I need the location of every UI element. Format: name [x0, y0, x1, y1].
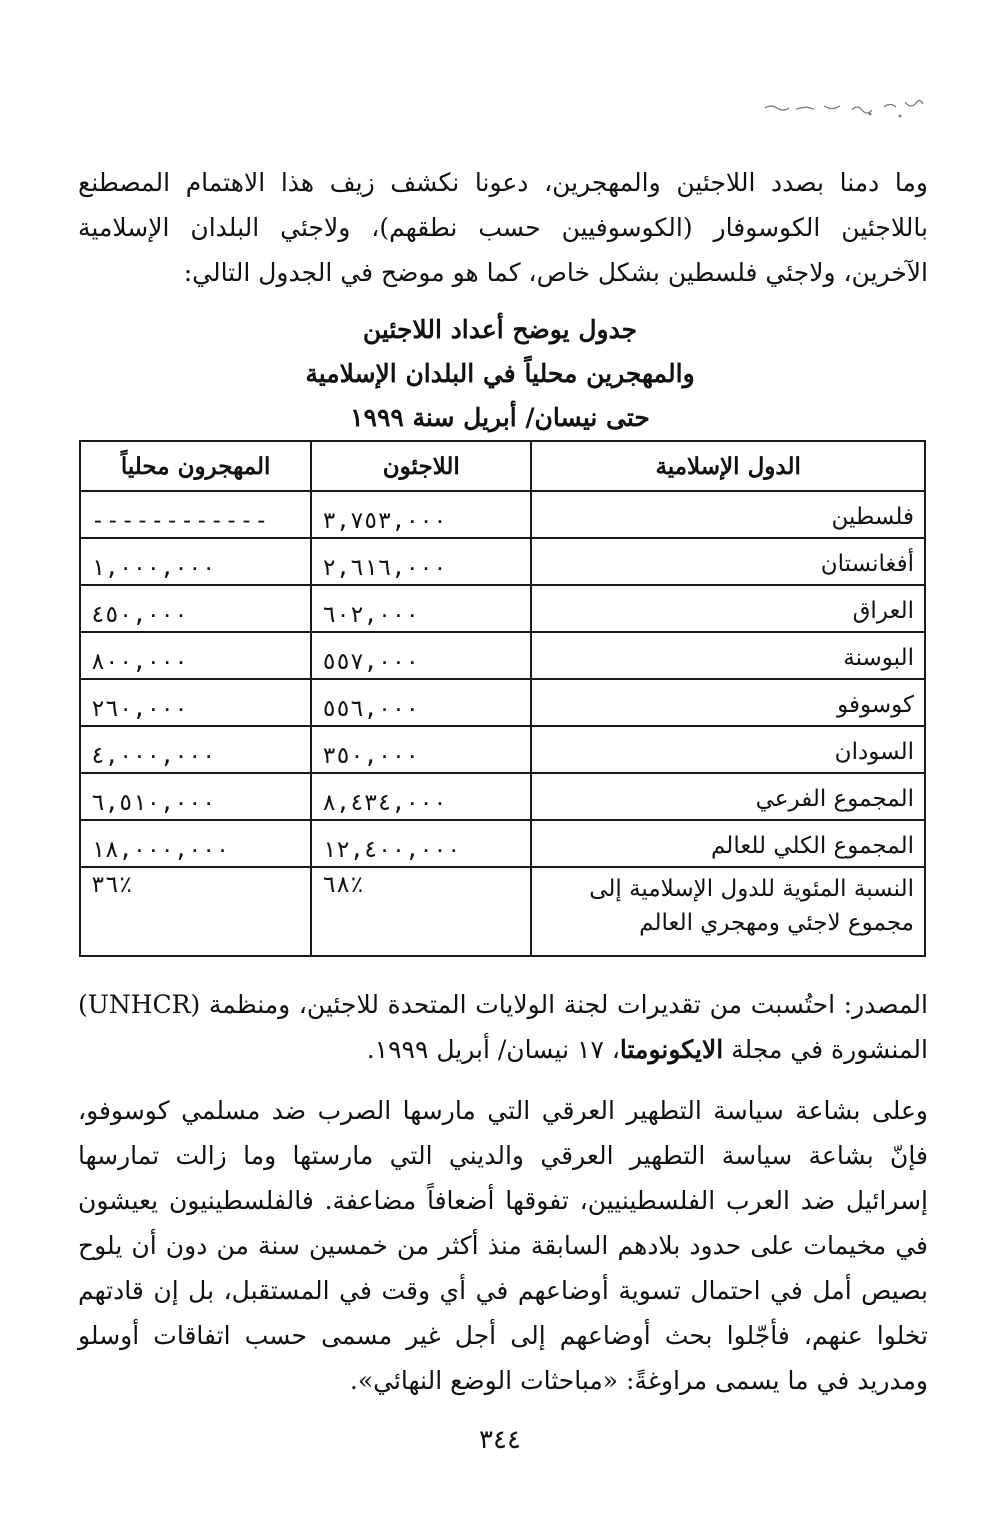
table-row [80, 491, 925, 538]
table-title-line-2: والمهجرين محلياً في البلدان الإسلامية [305, 359, 695, 388]
refugees-cell: ٦٠٢,٠٠٠ [311, 585, 531, 632]
header-refugees: اللاجئون [311, 441, 531, 491]
refugees-cell: ٣٥٠,٠٠٠ [311, 726, 531, 773]
country-cell: العراق [531, 585, 925, 632]
table-header-row [80, 441, 925, 491]
displaced-cell: ٢٦٠,٠٠٠ [80, 679, 311, 726]
refugees-cell: ١٢,٤٠٠,٠٠٠ [311, 820, 531, 867]
country-cell: المجموع الكلي للعالم [531, 820, 925, 867]
table-row-world-total [80, 820, 925, 867]
refugees-percentage-cell: ٦٨٪ [311, 867, 531, 956]
displaced-cell: ٨٠٠,٠٠٠ [80, 632, 311, 679]
refugees-table [79, 440, 926, 957]
refugees-cell: ٥٥٦,٠٠٠ [311, 679, 531, 726]
country-cell: كوسوفو [531, 679, 925, 726]
refugees-cell: ٥٥٧,٠٠٠ [311, 632, 531, 679]
source-date: ، ١٧ نيسان/ أبريل ١٩٩٩. [366, 1035, 620, 1064]
table-title [200, 308, 800, 440]
table-row-subtotal [80, 773, 925, 820]
table-row [80, 585, 925, 632]
displaced-percentage-cell: ٣٦٪ [80, 867, 311, 956]
header-country: الدول الإسلامية [531, 441, 925, 491]
country-cell: البوسنة [531, 632, 925, 679]
refugees-cell: ٨,٤٣٤,٠٠٠ [311, 773, 531, 820]
page-number: ٣٤٤ [479, 1425, 521, 1455]
table-row [80, 632, 925, 679]
body-paragraph: وعلى بشاعة سياسة التطهير العرقي التي مارسها الصرب ضد مسلمي كوسوفو، فإنّ بشاعة سياسة التطهير العرقي والديني التي مارستها وما زالت تمارسها إسرائيل ضد العرب الفلسطينيين، تفوقها أضعافاً مضاعفة. فالفلسطينيون يعيشون في مخيمات على حدود بلادهم السابقة منذ أكثر من خمسين سنة من دون أن يلوح بصيص أمل في احتمال تسوية أوضاعهم في أي وقت في المستقبل، بل إن قادتهم تخلوا عنهم، فأجّلوا بحث أوضاعهم إلى أجل غير مسمى حسب اتفاقات أوسلو ومدريد في ما يسمى مراوغةً: «مباحثات الوضع النهائي». [78, 1096, 928, 1395]
displaced-cell: ------------ [80, 491, 311, 538]
table-row [80, 679, 925, 726]
table-title-line-3: حتى نيسان/ أبريل سنة ١٩٩٩ [350, 403, 650, 432]
country-cell: أفغانستان [531, 538, 925, 585]
table-row [80, 726, 925, 773]
table-row [80, 538, 925, 585]
country-cell: السودان [531, 726, 925, 773]
refugees-cell: ٢,٦١٦,٠٠٠ [311, 538, 531, 585]
header-displaced: المهجرون محلياً [80, 441, 311, 491]
refugees-cell: ٣,٧٥٣,٠٠٠ [311, 491, 531, 538]
displaced-cell: ١٨,٠٠٠,٠٠٠ [80, 820, 311, 867]
country-cell: المجموع الفرعي [531, 773, 925, 820]
source-note [78, 982, 928, 1072]
intro-paragraph: وما دمنا بصدد اللاجئين والمهجرين، دعونا نكشف زيف هذا الاهتمام المصطنع باللاجئين الكوسوفار (الكوسوفيين حسب نطقهم)، ولاجئي البلدان الإسلامية الآخرين، ولاجئي فلسطين بشكل خاص، كما هو موضح في الجدول التالي: [78, 168, 928, 287]
displaced-cell: ٦,٥١٠,٠٠٠ [80, 773, 311, 820]
handwritten-mark-icon [760, 92, 930, 120]
table-title-line-1: جدول يوضح أعداد اللاجئين [362, 315, 638, 344]
magazine-name: الايكونومتا [619, 1035, 724, 1064]
displaced-cell: ٤,٠٠٠,٠٠٠ [80, 726, 311, 773]
displaced-cell: ٤٥٠,٠٠٠ [80, 585, 311, 632]
source-text: المصدر: احتُسبت من تقديرات لجنة الولايات المتحدة للاجئين، ومنظمة (UNHCR) المنشورة في مجلة [78, 990, 928, 1064]
percentage-label-cell: النسبة المئوية للدول الإسلامية إلى مجموع لاجئي ومهجري العالم [531, 867, 925, 956]
displaced-cell: ١,٠٠٠,٠٠٠ [80, 538, 311, 585]
table-row-percentage [80, 867, 925, 956]
country-cell: فلسطين [531, 491, 925, 538]
